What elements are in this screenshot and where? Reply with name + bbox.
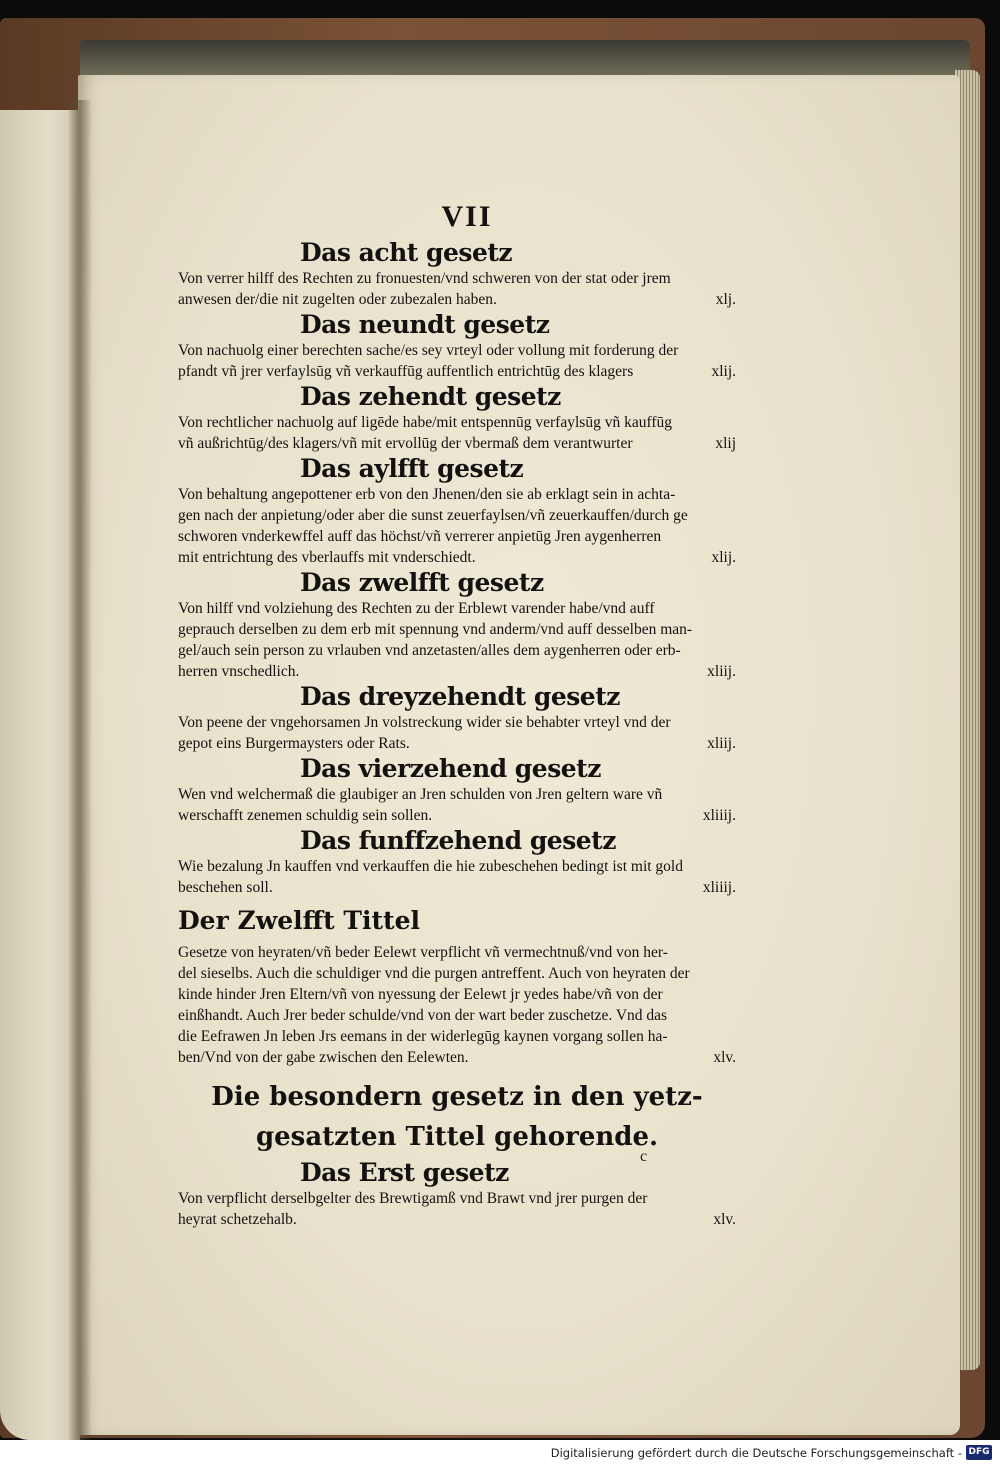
text-line (178, 433, 736, 454)
law-entry (178, 310, 736, 382)
text-line (178, 547, 736, 568)
text-line-content: schworen vnderkewffel auff das höchst/vñ verrerer anpietūg Jren aygenherren (178, 528, 662, 545)
big-heading-line-2: gesatzten Tittel gehorende. (255, 1122, 659, 1152)
law-heading: Das dreyzehendt gesetz (300, 682, 620, 711)
text-line-content: einßhandt. Auch Jrer beder schulde/vnd von der wart beder zuschetze. Vnd das (178, 1007, 668, 1024)
text-line-content: gepot eins Burgermaysters oder Rats. (178, 735, 410, 752)
text-line (178, 1188, 736, 1209)
text-line (178, 1209, 736, 1230)
text-line (178, 805, 736, 826)
section-body (178, 942, 736, 1068)
text-line (178, 526, 736, 547)
signature-mark: c (640, 1148, 648, 1165)
law-heading: Das neundt gesetz (300, 310, 550, 339)
folio-reference: xlv. (713, 1049, 736, 1066)
law-heading: Das zehendt gesetz (300, 382, 561, 411)
text-line (178, 942, 736, 963)
text-line (178, 877, 736, 898)
text-line (178, 1047, 736, 1068)
text-line-content: beschehen soll. (178, 879, 273, 896)
text-line (178, 505, 736, 526)
folio-reference: xliiij. (702, 807, 736, 824)
text-line-content: kinde hinder Jren Eltern/vñ von nyessung der Eelewt jr yedes habe/vñ von der (178, 986, 663, 1003)
text-line (178, 598, 736, 619)
law-description (178, 598, 736, 682)
text-line (178, 984, 736, 1005)
big-heading-line-1: Die besondern gesetz in den yetz- (211, 1082, 703, 1112)
text-line (178, 1026, 736, 1047)
entries-list (178, 238, 736, 898)
footer-credit: Digitalisierung gefördert durch die Deutsche Forschungsgemeinschaft - (550, 1446, 962, 1460)
law-entry (178, 568, 736, 682)
law-heading: Das funffzehend gesetz (300, 826, 616, 855)
folio-reference: xliiij. (702, 879, 736, 896)
text-line (178, 784, 736, 805)
text-line (178, 340, 736, 361)
text-line-content: heyrat schetzehalb. (178, 1211, 297, 1228)
text-line (178, 484, 736, 505)
text-line (178, 640, 736, 661)
text-line (178, 619, 736, 640)
dfg-logo: DFG (966, 1445, 992, 1460)
law-description (178, 784, 736, 826)
text-line-content: Von verrer hilff des Rechten zu fronuesten/vnd schweren von der stat oder jrem (178, 270, 671, 287)
book-gutter (68, 100, 92, 1440)
text-line-content: del sieselbs. Auch die schuldiger vnd die purgen antreffent. Auch von heyraten der (178, 965, 690, 982)
folio-reference: xlij. (711, 363, 736, 380)
text-line (178, 412, 736, 433)
law-description (178, 856, 736, 898)
text-line-content: mit entrichtung des vberlauffs mit vnderschiedt. (178, 549, 476, 566)
law-description (178, 484, 736, 568)
folio-number: VII (441, 200, 493, 233)
law-description (178, 340, 736, 382)
text-line-content: Von peene der vngehorsamen Jn volstreckung wider sie behabter vrteyl vnd der (178, 714, 671, 731)
law-heading: Das zwelfft gesetz (300, 568, 544, 597)
text-line (178, 268, 736, 289)
page-text-block (178, 200, 736, 1230)
text-line (178, 661, 736, 682)
law-description (178, 268, 736, 310)
law-entry (178, 454, 736, 568)
text-line (178, 856, 736, 877)
folio-reference: xlij. (711, 549, 736, 566)
law-heading: Das acht gesetz (300, 238, 513, 267)
footer-bar (0, 1440, 1000, 1466)
text-line-content: Von behaltung angepottener erb von den Jhenen/den sie ab erklagt sein in achta- (178, 486, 676, 503)
text-line-content: geprauch derselben zu dem erb mit spennung vnd anderm/vnd auff desselben man- (178, 621, 693, 638)
law-entry (178, 682, 736, 754)
law-description (178, 712, 736, 754)
text-line-content: ben/Vnd von der gabe zwischen den Eelewten. (178, 1049, 469, 1066)
text-line-content: werschafft zenemen schuldig sein sollen. (178, 807, 433, 824)
folio-reference: xliij. (707, 663, 736, 680)
text-line-content: Gesetze von heyraten/vñ beder Eelewt verpflicht vñ vermechtnuß/vnd von her- (178, 944, 668, 961)
text-line (178, 1005, 736, 1026)
text-line-content: vñ außrichtūg/des klagers/vñ mit ervollūg der vbermaß dem verantwurter (178, 435, 633, 452)
text-line-content: Wen vnd welchermaß die glaubiger an Jren schulden von Jren geltern ware vñ (178, 786, 663, 803)
folio-reference: xlj. (715, 291, 736, 308)
folio-reference: xlij (715, 435, 736, 452)
text-line-content: herren vnschedlich. (178, 663, 300, 680)
text-line-content: anwesen der/die nit zugelten oder zubezalen haben. (178, 291, 497, 308)
law-entry (178, 238, 736, 310)
text-line (178, 963, 736, 984)
text-line (178, 712, 736, 733)
text-line-content: gel/auch sein person zu vrlauben vnd anzetasten/alles dem aygenherren oder erb- (178, 642, 681, 659)
law-entry (178, 826, 736, 898)
law-heading: Das aylfft gesetz (300, 454, 524, 483)
first-law-body (178, 1188, 736, 1230)
text-line (178, 361, 736, 382)
text-line-content: Von hilff vnd volziehung des Rechten zu der Erblewt varender habe/vnd auff (178, 600, 655, 617)
law-entry (178, 754, 736, 826)
law-description (178, 412, 736, 454)
law-entry (178, 382, 736, 454)
text-line-content: gen nach der anpietung/oder aber die sunst zeuerfaylsen/vñ zeuerkauffen/durch ge (178, 507, 688, 524)
first-law-heading: Das Erst gesetz (300, 1158, 509, 1187)
folio-reference: xliij. (707, 735, 736, 752)
text-line-content: Von rechtlicher nachuolg auf ligēde habe/mit entspennūg verfaylsūg vñ kauffūg (178, 414, 672, 431)
law-heading: Das vierzehend gesetz (300, 754, 601, 783)
text-line-content: Wie bezalung Jn kauffen vnd verkauffen die hie zubeschehen bedingt ist mit gold (178, 858, 683, 875)
text-line-content: Von verpflicht derselbgelter des Brewtigamß vnd Brawt vnd jrer purgen der (178, 1190, 648, 1207)
text-line-content: die Eefrawen Jn leben Jrs eemans in der widerlegūg kaynen vorgang sollen ha- (178, 1028, 668, 1045)
text-line (178, 289, 736, 310)
text-line-content: Von nachuolg einer berechten sache/es sey vrteyl oder vollung mit forderung der (178, 342, 679, 359)
section-title: Der Zwelfft Tittel (178, 906, 421, 935)
folio-reference: xlv. (713, 1211, 736, 1228)
text-line-content: pfandt vñ jrer verfaylsūg vñ verkauffūg auffentlich entrichtūg des klagers (178, 363, 634, 380)
text-line (178, 733, 736, 754)
